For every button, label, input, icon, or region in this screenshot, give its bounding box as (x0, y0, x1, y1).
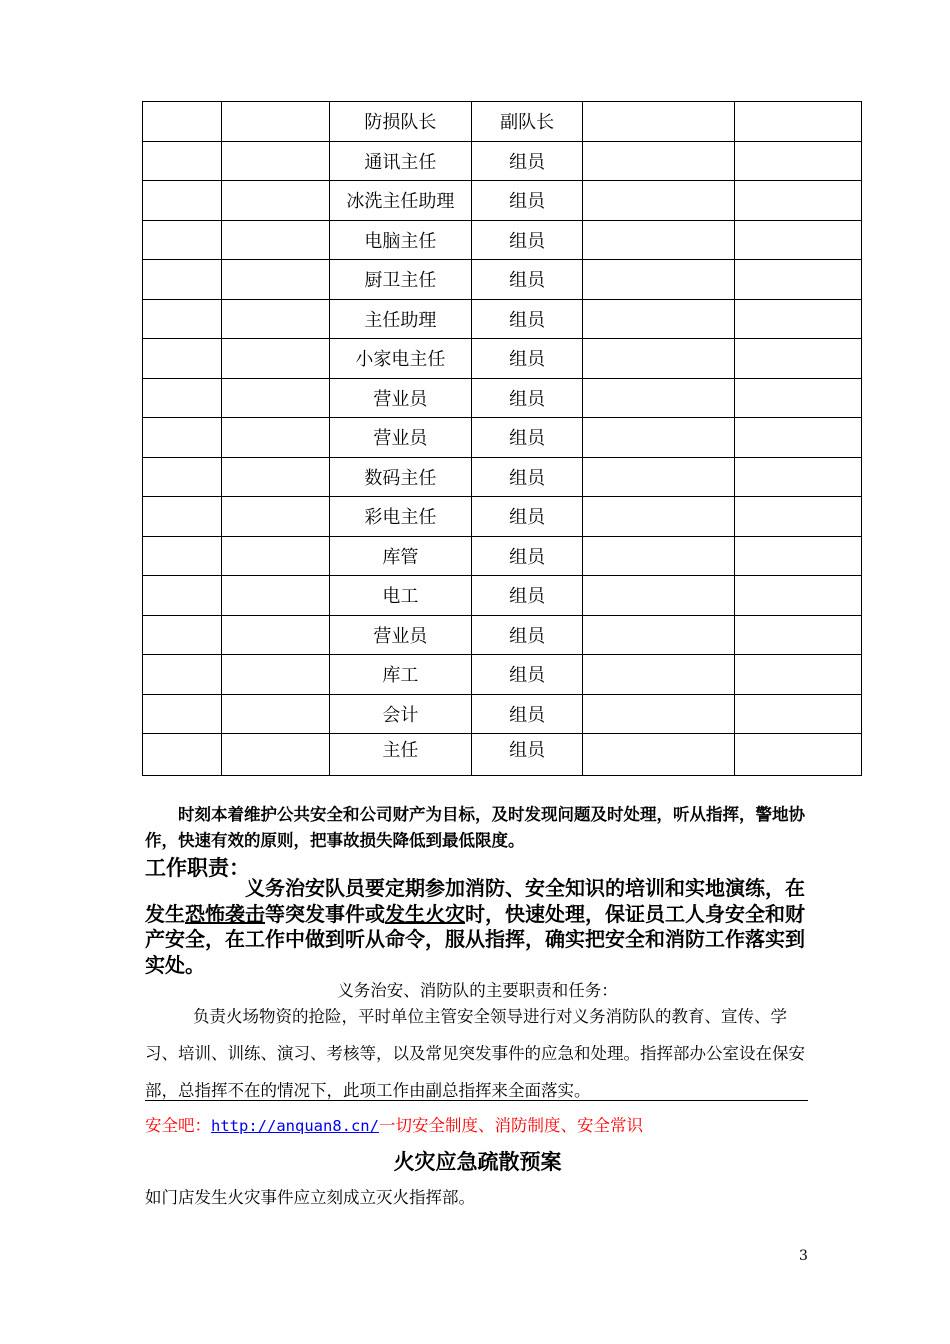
cell-position-text: 会计 (382, 704, 419, 726)
cell-position-text: 营业员 (373, 388, 428, 410)
cell-blank-5 (583, 260, 735, 300)
horizontal-rule (145, 1100, 808, 1101)
cell-role-text: 组员 (509, 507, 546, 529)
cell-blank-6 (735, 655, 862, 695)
cell-blank-2 (222, 378, 330, 418)
promo-prefix: 安全吧： (145, 1116, 211, 1135)
cell-role (471, 734, 583, 776)
cell-blank-6 (735, 299, 862, 339)
cell-position-text: 电工 (382, 586, 419, 608)
promo-link[interactable]: http://anquan8.cn/ (211, 1117, 379, 1135)
table-row (143, 497, 862, 537)
cell-blank-5 (583, 220, 735, 260)
cell-blank-5 (583, 141, 735, 181)
cell-position (330, 615, 472, 655)
duty-heading: 工作职责： (145, 856, 250, 880)
cell-blank-5 (583, 181, 735, 221)
cell-role (471, 576, 583, 616)
cell-role-text: 组员 (509, 546, 546, 568)
table-row (143, 339, 862, 379)
cell-blank-1 (143, 655, 222, 695)
cell-blank-5 (583, 418, 735, 458)
cell-blank-5 (583, 536, 735, 576)
cell-blank-6 (735, 536, 862, 576)
cell-role-text: 组员 (509, 740, 546, 761)
cell-position (330, 299, 472, 339)
cell-role (471, 457, 583, 497)
cell-blank-2 (222, 418, 330, 458)
cell-blank-6 (735, 418, 862, 458)
table-row (143, 299, 862, 339)
cell-role (471, 102, 583, 142)
cell-blank-5 (583, 655, 735, 695)
cell-blank-6 (735, 615, 862, 655)
cell-blank-2 (222, 102, 330, 142)
duty-body-part3: 时，快速处理，保证员工人身安全和财产安全，在工作中做到听从命令，服从指挥，确实把安全和消防工作落实到实处。 (145, 901, 805, 977)
cell-role-text: 组员 (509, 151, 546, 173)
cell-role (471, 497, 583, 537)
duty-body-underline-2: 发生火灾 (385, 901, 465, 926)
cell-role (471, 655, 583, 695)
cell-role (471, 536, 583, 576)
cell-blank-6 (735, 220, 862, 260)
cell-blank-6 (735, 181, 862, 221)
cell-blank-2 (222, 457, 330, 497)
cell-position (330, 734, 472, 776)
cell-position-text: 营业员 (373, 625, 428, 647)
cell-position-text: 小家电主任 (355, 349, 446, 371)
cell-position-text: 通讯主任 (364, 151, 437, 173)
cell-blank-2 (222, 141, 330, 181)
cell-blank-6 (735, 378, 862, 418)
cell-role-text: 副队长 (500, 112, 555, 134)
cell-blank-6 (735, 576, 862, 616)
cell-role-text: 组员 (509, 586, 546, 608)
cell-role-text: 组员 (509, 625, 546, 647)
cell-blank-1 (143, 497, 222, 537)
cell-position (330, 181, 472, 221)
cell-blank-2 (222, 339, 330, 379)
cell-position-text: 库管 (382, 546, 419, 568)
table-row (143, 536, 862, 576)
cell-position (330, 655, 472, 695)
cell-blank-6 (735, 339, 862, 379)
cell-role (471, 141, 583, 181)
table-row (143, 655, 862, 695)
cell-role (471, 378, 583, 418)
table-row (143, 694, 862, 734)
cell-role (471, 694, 583, 734)
cell-position-text: 营业员 (373, 428, 428, 450)
duty-body-part1: 义务治安队员要定期参加消防、安全知识的培训和实地演练，在发生 (145, 876, 805, 926)
cell-position-text: 主任助理 (364, 309, 437, 331)
cell-blank-5 (583, 339, 735, 379)
cell-role-text: 组员 (509, 309, 546, 331)
cell-role-text: 组员 (509, 467, 546, 489)
plan-title: 火灾应急疏散预案 (393, 1150, 562, 1174)
cell-role (471, 260, 583, 300)
cell-role (471, 299, 583, 339)
promo-suffix: 一切安全制度、消防制度、安全常识 (378, 1116, 643, 1135)
cell-blank-1 (143, 220, 222, 260)
duty-body-part2: 等突发事件或 (265, 901, 385, 926)
table-row (143, 576, 862, 616)
cell-blank-2 (222, 260, 330, 300)
cell-blank-6 (735, 734, 862, 776)
cell-blank-1 (143, 536, 222, 576)
table-row (143, 141, 862, 181)
tasks-title: 义务治安、消防队的主要职责和任务： (337, 981, 618, 1000)
table-row (143, 418, 862, 458)
cell-blank-5 (583, 457, 735, 497)
roster-body (143, 102, 862, 776)
cell-blank-5 (583, 299, 735, 339)
table-row (143, 260, 862, 300)
cell-blank-2 (222, 615, 330, 655)
cell-blank-2 (222, 694, 330, 734)
promo-line (145, 1112, 643, 1136)
roster-table (142, 101, 862, 776)
cell-blank-6 (735, 260, 862, 300)
cell-blank-5 (583, 102, 735, 142)
cell-blank-6 (735, 694, 862, 734)
cell-blank-1 (143, 102, 222, 142)
cell-blank-2 (222, 220, 330, 260)
cell-role-text: 组员 (509, 704, 546, 726)
table-row (143, 181, 862, 221)
table-row (143, 220, 862, 260)
cell-blank-1 (143, 378, 222, 418)
cell-position-text: 冰洗主任助理 (346, 191, 455, 213)
cell-blank-5 (583, 378, 735, 418)
cell-blank-1 (143, 418, 222, 458)
cell-role (471, 615, 583, 655)
cell-position-text: 主任 (382, 740, 419, 761)
cell-blank-5 (583, 734, 735, 776)
cell-blank-5 (583, 497, 735, 537)
cell-blank-2 (222, 734, 330, 776)
cell-blank-1 (143, 694, 222, 734)
cell-blank-5 (583, 576, 735, 616)
cell-position-text: 数码主任 (364, 467, 437, 489)
cell-position (330, 220, 472, 260)
duty-body-underline-1: 恐怖袭击 (185, 901, 265, 926)
tasks-body: 负责火场物资的抢险，平时单位主管安全领导进行对义务消防队的教育、宣传、学习、培训、训练、演习、考核等，以及常见突发事件的应急和处理。指挥部办公室设在保安部，总指挥不在的情况下，此项工作由副总指挥来全面落实。 (145, 1007, 805, 1100)
cell-role-text: 组员 (509, 388, 546, 410)
cell-position (330, 536, 472, 576)
table-row (143, 102, 862, 142)
cell-role-text: 组员 (509, 428, 546, 450)
cell-blank-1 (143, 615, 222, 655)
cell-role-text: 组员 (509, 270, 546, 292)
cell-blank-1 (143, 734, 222, 776)
cell-position (330, 378, 472, 418)
cell-position (330, 497, 472, 537)
cell-role (471, 418, 583, 458)
cell-role (471, 220, 583, 260)
cell-position-text: 库工 (382, 665, 419, 687)
cell-role (471, 181, 583, 221)
plan-body: 如门店发生火灾事件应立刻成立灭火指挥部。 (145, 1188, 475, 1207)
cell-position (330, 418, 472, 458)
table-row (143, 378, 862, 418)
cell-role-text: 组员 (509, 191, 546, 213)
cell-blank-1 (143, 457, 222, 497)
page-number: 3 (799, 1248, 808, 1264)
cell-blank-1 (143, 576, 222, 616)
cell-blank-6 (735, 141, 862, 181)
duty-body (145, 876, 810, 978)
cell-blank-5 (583, 694, 735, 734)
cell-role-text: 组员 (509, 665, 546, 687)
cell-position (330, 694, 472, 734)
cell-blank-1 (143, 299, 222, 339)
cell-position-text: 防损队长 (364, 112, 437, 134)
cell-position (330, 457, 472, 497)
cell-blank-2 (222, 497, 330, 537)
table-row (143, 615, 862, 655)
cell-blank-2 (222, 181, 330, 221)
intro-paragraph: 时刻本着维护公共安全和公司财产为目标，及时发现问题及时处理，听从指挥，警地协作，快速有效的原则，把事故损失降低到最低限度。 (145, 805, 805, 850)
cell-role-text: 组员 (509, 349, 546, 371)
cell-blank-6 (735, 102, 862, 142)
cell-position (330, 339, 472, 379)
cell-blank-2 (222, 655, 330, 695)
table-row (143, 457, 862, 497)
cell-position (330, 576, 472, 616)
cell-blank-1 (143, 260, 222, 300)
cell-position-text: 彩电主任 (364, 507, 437, 529)
cell-position (330, 141, 472, 181)
cell-blank-2 (222, 299, 330, 339)
cell-blank-2 (222, 536, 330, 576)
cell-role (471, 339, 583, 379)
cell-blank-1 (143, 141, 222, 181)
cell-blank-6 (735, 497, 862, 537)
table-row (143, 734, 862, 776)
cell-blank-5 (583, 615, 735, 655)
cell-blank-2 (222, 576, 330, 616)
cell-blank-6 (735, 457, 862, 497)
cell-position-text: 厨卫主任 (364, 270, 437, 292)
cell-position (330, 260, 472, 300)
cell-position-text: 电脑主任 (364, 230, 437, 252)
cell-role-text: 组员 (509, 230, 546, 252)
cell-blank-1 (143, 181, 222, 221)
cell-blank-1 (143, 339, 222, 379)
cell-position (330, 102, 472, 142)
